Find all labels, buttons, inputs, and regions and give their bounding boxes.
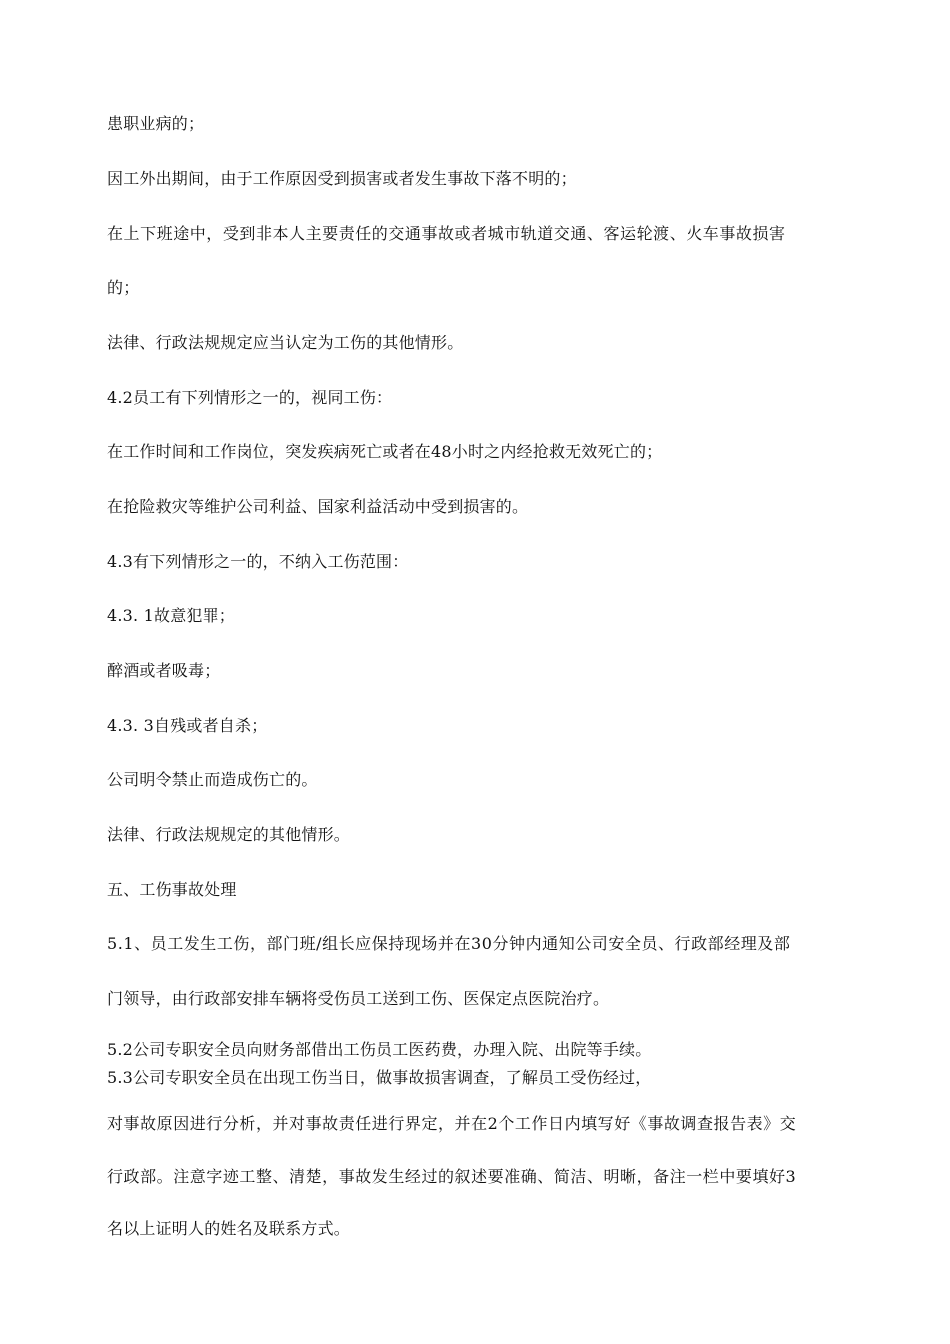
text-line: 5.1、员工发生工伤，部门班/组长应保持现场并在30分钟内通知公司安全员、行政部经理及部: [107, 934, 791, 953]
text-line: 5.2公司专职安全员向财务部借出工伤员工医药费，办理入院、出院等手续。: [107, 1040, 652, 1059]
text-line: 公司明令禁止而造成伤亡的。: [107, 770, 318, 789]
text-line: 的；: [107, 278, 140, 297]
text-line: 在抢险救灾等维护公司利益、国家利益活动中受到损害的。: [107, 497, 529, 516]
text-line: 醉酒或者吸毒；: [107, 661, 221, 680]
text-line: 5.3公司专职安全员在出现工伤当日，做事故损害调查，了解员工受伤经过，: [107, 1068, 652, 1087]
text-line: 在工作时间和工作岗位，突发疾病死亡或者在48小时之内经抢救无效死亡的；: [107, 442, 663, 461]
text-line: 法律、行政法规规定的其他情形。: [107, 825, 351, 844]
text-line: 4.3. 3自残或者自杀；: [107, 716, 268, 735]
text-line: 名以上证明人的姓名及联系方式。: [107, 1219, 351, 1238]
text-line: 对事故原因进行分析，并对事故责任进行界定，并在2个工作日内填写好《事故调查报告表》交: [107, 1114, 797, 1133]
text-line: 行政部。注意字迹工整、清楚，事故发生经过的叙述要准确、简洁、明晰，备注一栏中要填好3: [107, 1167, 797, 1186]
text-line: 因工外出期间，由于工作原因受到损害或者发生事故下落不明的；: [107, 169, 577, 188]
section-heading: 4.3有下列情形之一的，不纳入工伤范围：: [107, 552, 409, 571]
text-line: 患职业病的；: [107, 114, 205, 133]
text-line: 法律、行政法规规定应当认定为工伤的其他情形。: [107, 333, 464, 352]
section-heading: 4.2员工有下列情形之一的，视同工伤：: [107, 388, 393, 407]
text-line: 门领导，由行政部安排车辆将受伤员工送到工伤、医保定点医院治疗。: [107, 989, 610, 1008]
section-title: 五、工伤事故处理: [107, 880, 237, 899]
text-line: 在上下班途中，受到非本人主要责任的交通事故或者城市轨道交通、客运轮渡、火车事故损害: [107, 224, 786, 243]
text-line: 4.3. 1故意犯罪；: [107, 606, 235, 625]
